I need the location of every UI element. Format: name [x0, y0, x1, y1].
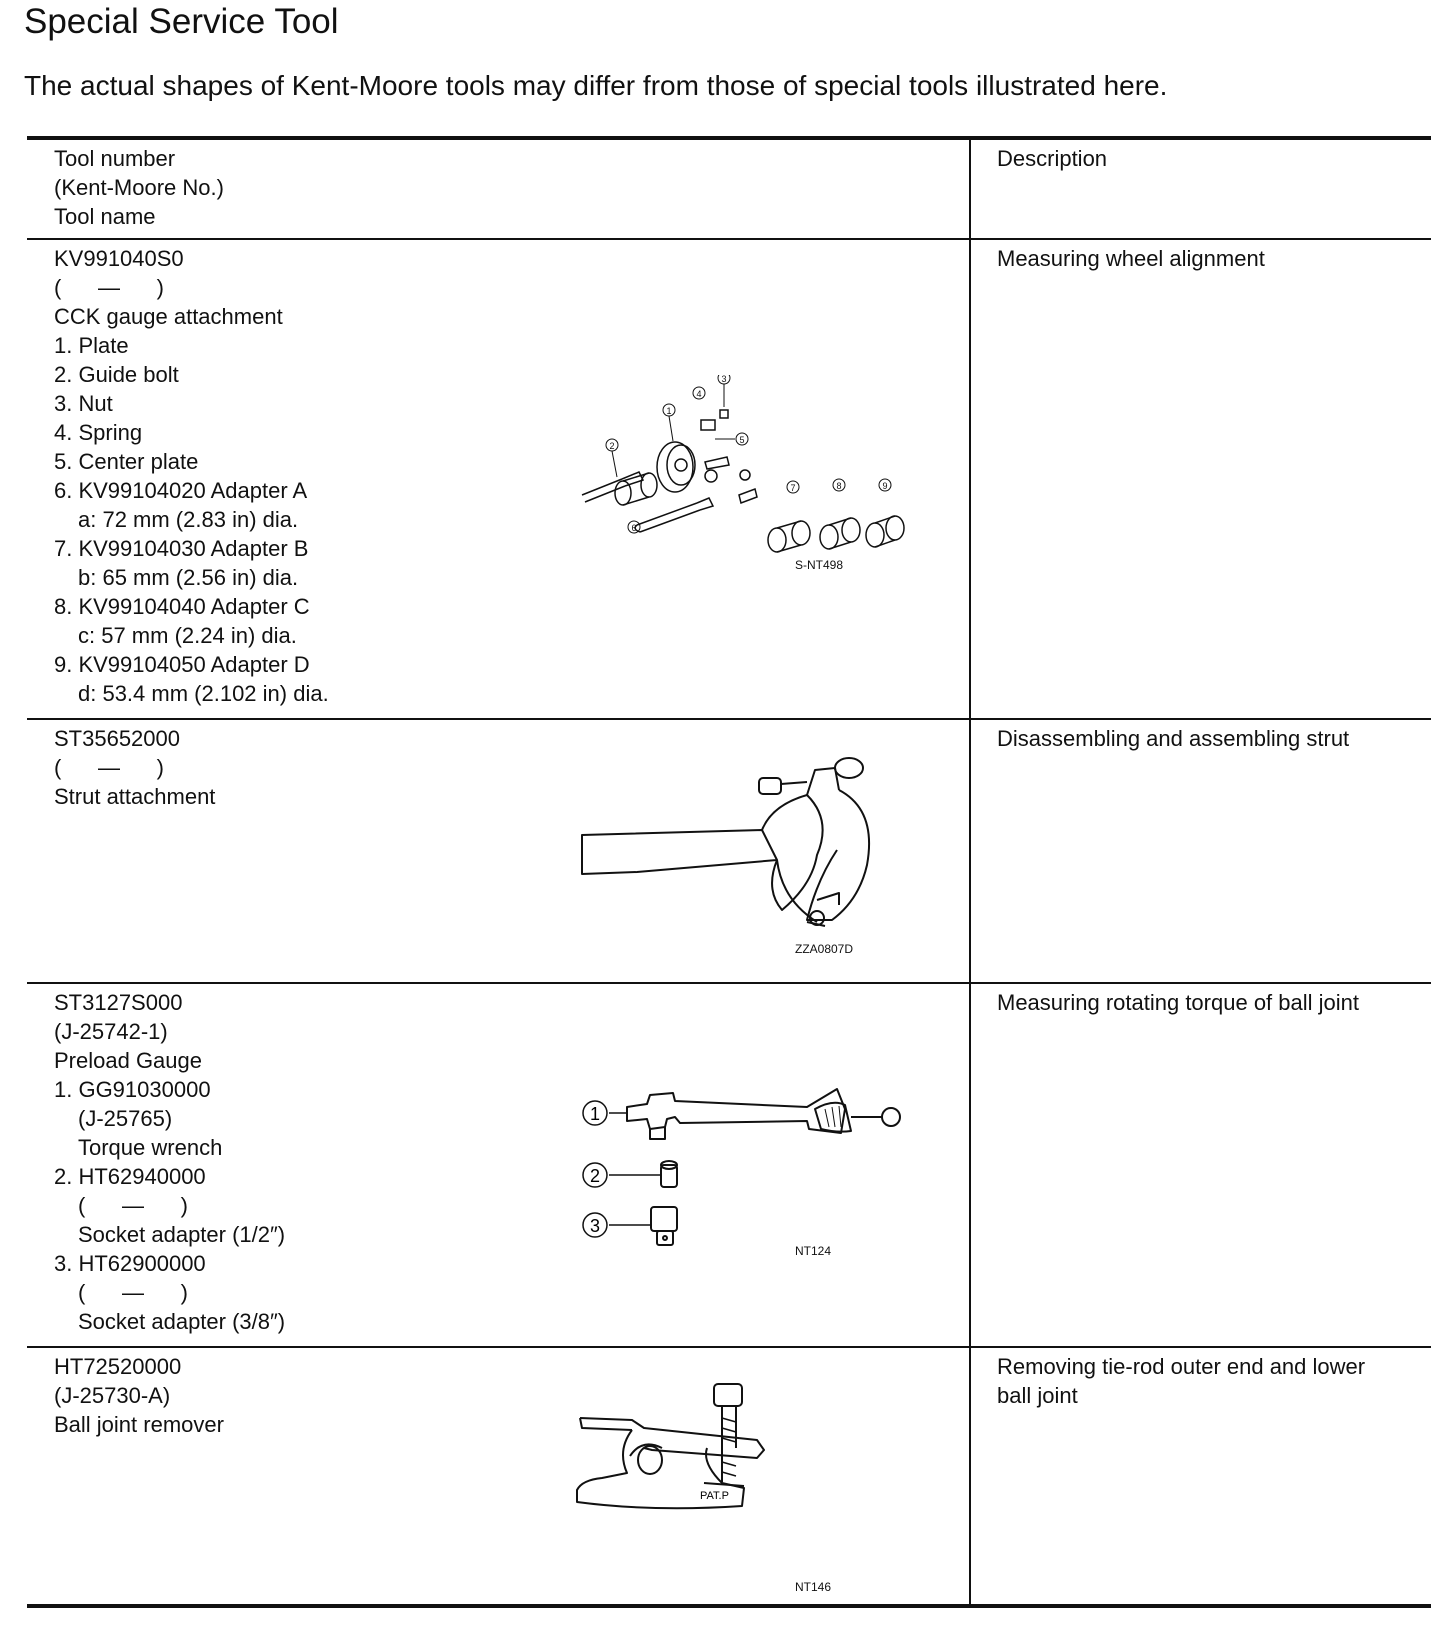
svg-text:1: 1 [589, 1104, 601, 1124]
part-item: 6. KV99104020 Adapter A [54, 478, 308, 503]
table-row [27, 240, 1431, 720]
tool-name: Preload Gauge [54, 1048, 202, 1073]
kent-moore-number: ( — ) [54, 755, 164, 780]
callout-3 [583, 1213, 607, 1237]
cck-gauge-figure [577, 375, 947, 585]
part-kent-moore: ( — ) [78, 1193, 188, 1218]
part-item: 4. Spring [54, 420, 143, 445]
part-item: 1. Plate [54, 333, 129, 358]
part-item: 1. GG91030000 [54, 1077, 211, 1102]
tools-table [27, 136, 1431, 1608]
part-kent-moore: (J-25765) [78, 1106, 173, 1131]
callout-4 [693, 387, 705, 399]
figure-code: NT146 [795, 1580, 832, 1594]
part-kent-moore: ( — ) [78, 1280, 188, 1305]
part-item: 8. KV99104040 Adapter C [54, 594, 310, 619]
part-dimension: a: 72 mm (2.83 in) dia. [78, 507, 299, 532]
tool-description: Removing tie-rod outer end and lower ball joint [997, 1354, 1366, 1408]
preload-gauge-figure [575, 1069, 915, 1269]
part-item: 3. HT62900000 [54, 1251, 206, 1276]
svg-text:9: 9 [882, 481, 888, 491]
tool-name: CCK gauge attachment [54, 304, 283, 329]
svg-text:2: 2 [609, 441, 615, 451]
intro-note: The actual shapes of Kent-Moore tools may differ from those of special tools illustrated here. [24, 70, 1168, 101]
tool-description: Disassembling and assembling strut [997, 726, 1350, 751]
svg-text:6: 6 [631, 523, 637, 533]
table-row [27, 984, 1431, 1348]
callout-3 [718, 375, 730, 384]
svg-text:3: 3 [589, 1216, 601, 1236]
header-kent-moore: (Kent-Moore No.) [54, 175, 224, 200]
table-row [27, 1348, 1431, 1608]
kent-moore-number: ( — ) [54, 275, 164, 300]
callout-9 [879, 479, 891, 491]
kent-moore-number: (J-25730-A) [54, 1383, 171, 1408]
part-item: 2. Guide bolt [54, 362, 179, 387]
part-item: 3. Nut [54, 391, 113, 416]
table-header-row [27, 140, 1431, 240]
tool-description: Measuring rotating torque of ball joint [997, 990, 1359, 1015]
table-row [27, 720, 1431, 984]
header-description: Description [997, 146, 1108, 171]
ball-joint-remover-figure [572, 1378, 792, 1528]
callout-6 [628, 521, 640, 533]
svg-text:4: 4 [696, 389, 702, 399]
svg-text:1: 1 [666, 406, 672, 416]
callout-2 [606, 439, 618, 451]
callout-1 [663, 404, 675, 416]
svg-text:7: 7 [790, 483, 796, 493]
callout-7 [787, 481, 799, 493]
part-dimension: d: 53.4 mm (2.102 in) dia. [78, 681, 329, 706]
part-name: Socket adapter (1/2″) [78, 1222, 286, 1247]
figure-code: ZZA0807D [795, 942, 854, 956]
tool-number: ST3127S000 [54, 990, 183, 1015]
kent-moore-number: (J-25742-1) [54, 1019, 168, 1044]
strut-attachment-figure [577, 750, 907, 935]
tool-number: ST35652000 [54, 726, 180, 751]
svg-text:8: 8 [836, 481, 842, 491]
tool-number: KV991040S0 [54, 246, 184, 271]
svg-text:2: 2 [589, 1166, 601, 1186]
part-item: 9. KV99104050 Adapter D [54, 652, 310, 677]
figure-code: S-NT498 [795, 558, 844, 572]
tool-number: HT72520000 [54, 1354, 182, 1379]
header-tool-name: Tool name [54, 204, 156, 229]
part-item: 5. Center plate [54, 449, 199, 474]
callout-2 [583, 1163, 607, 1187]
part-name: Socket adapter (3/8″) [78, 1309, 286, 1334]
figure-code: NT124 [795, 1244, 832, 1258]
part-item: 7. KV99104030 Adapter B [54, 536, 309, 561]
callout-5 [736, 433, 748, 445]
svg-text:3: 3 [721, 375, 727, 384]
part-dimension: c: 57 mm (2.24 in) dia. [78, 623, 297, 648]
callout-1 [583, 1101, 607, 1125]
tool-name: Strut attachment [54, 784, 216, 809]
callout-8 [833, 479, 845, 491]
svg-text:5: 5 [739, 435, 745, 445]
part-name: Torque wrench [78, 1135, 223, 1160]
tool-description: Measuring wheel alignment [997, 246, 1265, 271]
part-item: 2. HT62940000 [54, 1164, 206, 1189]
header-tool-number: Tool number [54, 146, 176, 171]
page-title: Special Service Tool [24, 2, 339, 41]
part-dimension: b: 65 mm (2.56 in) dia. [78, 565, 299, 590]
patent-label: PAT.P [700, 1490, 729, 1502]
tool-name: Ball joint remover [54, 1412, 224, 1437]
